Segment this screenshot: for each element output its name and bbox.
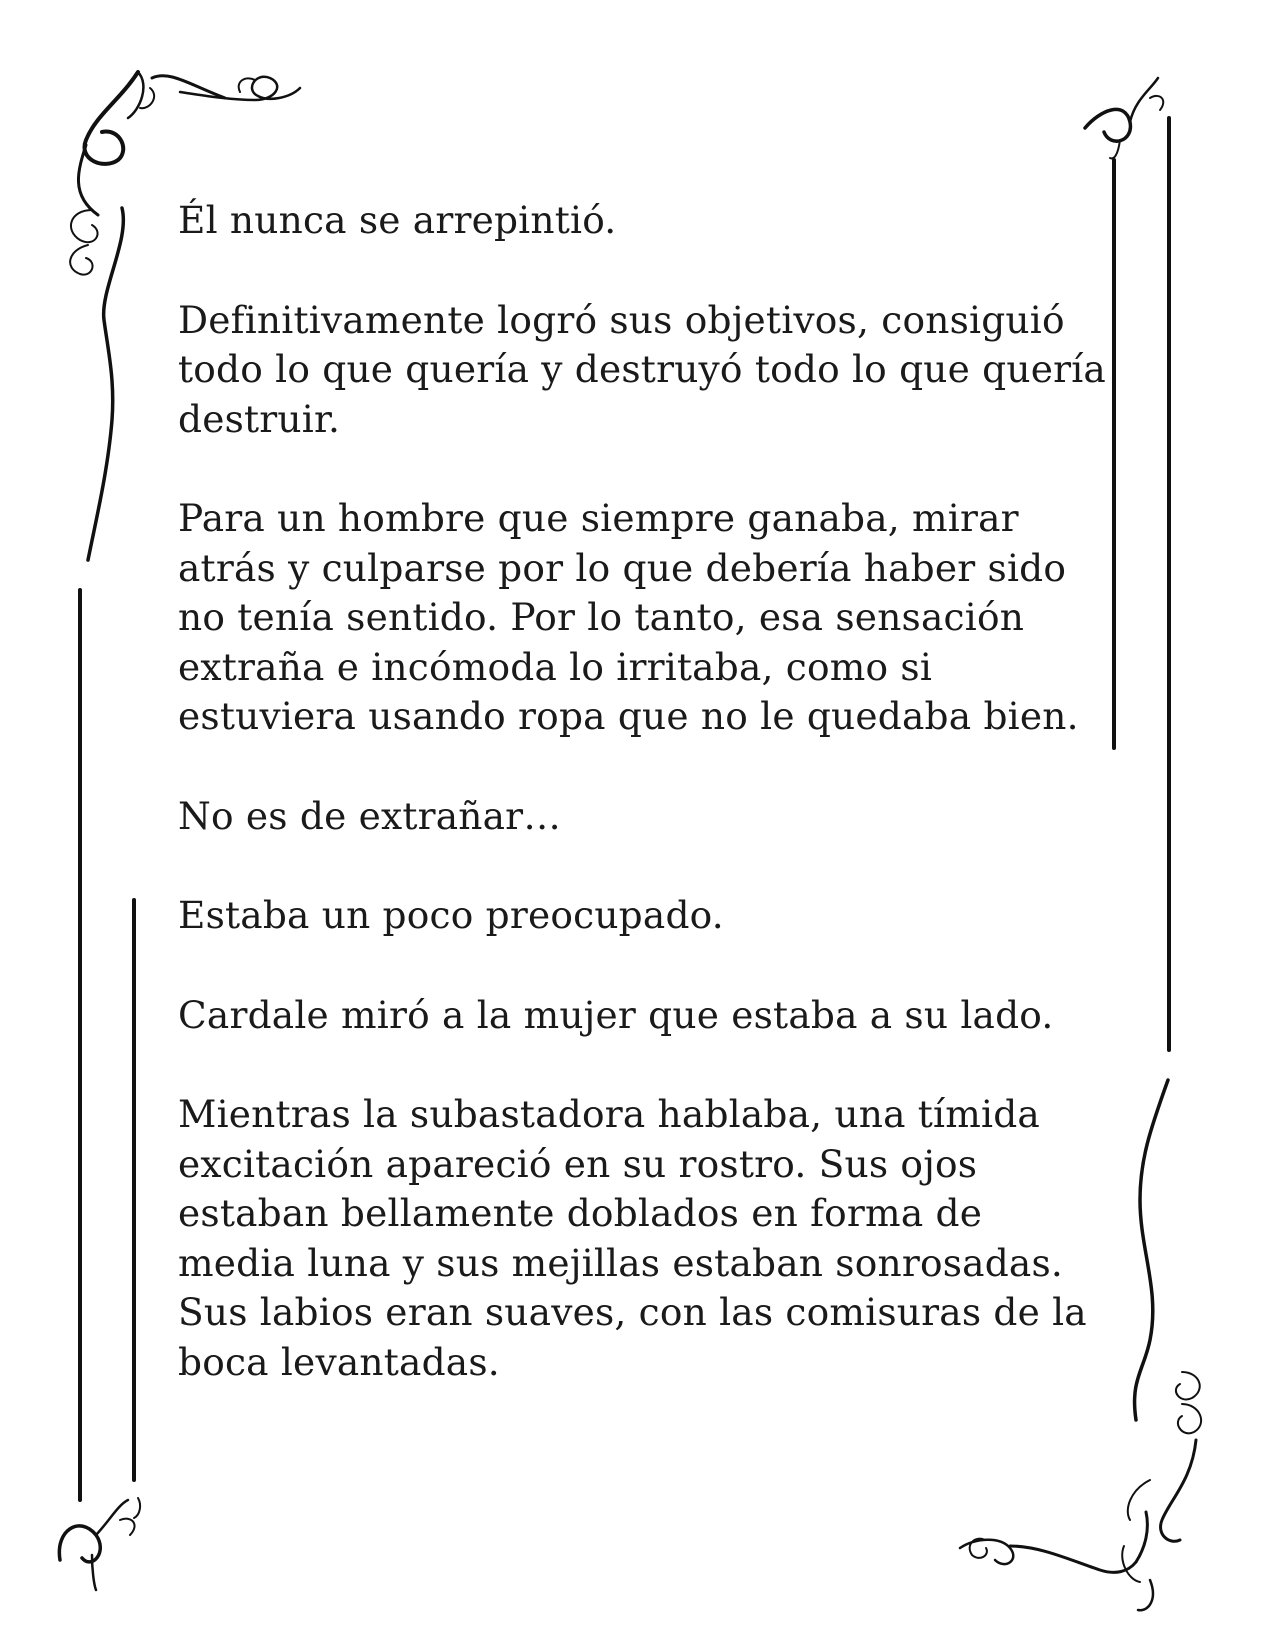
paragraph-2: Definitivamente logró sus objetivos, consiguió todo lo que quería y destruyó todo lo que quería destruir.: [178, 297, 1106, 441]
paragraph-4: No es de extrañar…: [178, 793, 562, 838]
paragraph-6: Cardale miró a la mujer que estaba a su lado.: [178, 992, 1054, 1037]
story-text: [178, 196, 1108, 1437]
bottom-right-flourish: [960, 1512, 1153, 1610]
right-lower-flourish: [1128, 1080, 1201, 1541]
paragraph-1: Él nunca se arrepintió.: [178, 198, 617, 242]
paragraph-7: Mientras la subastadora hablaba, una tímida excitación apareció en su rostro. Sus ojos estaban bellamente doblados en forma de media luna y sus mejillas estaban sonrosadas. Sus labios eran suaves, con las comisuras de la boca levantadas.: [178, 1092, 1087, 1384]
paragraph-3: Para un hombre que siempre ganaba, mirar atrás y culparse por lo que debería haber sido no tenía sentido. Por lo tanto, esa sensación extraña e incómoda lo irritaba, como si estuviera usando ropa que no le quedaba bien.: [178, 496, 1079, 738]
bottom-left-flourish: [59, 1498, 140, 1590]
paragraph-5: Estaba un poco preocupado.: [178, 893, 724, 937]
